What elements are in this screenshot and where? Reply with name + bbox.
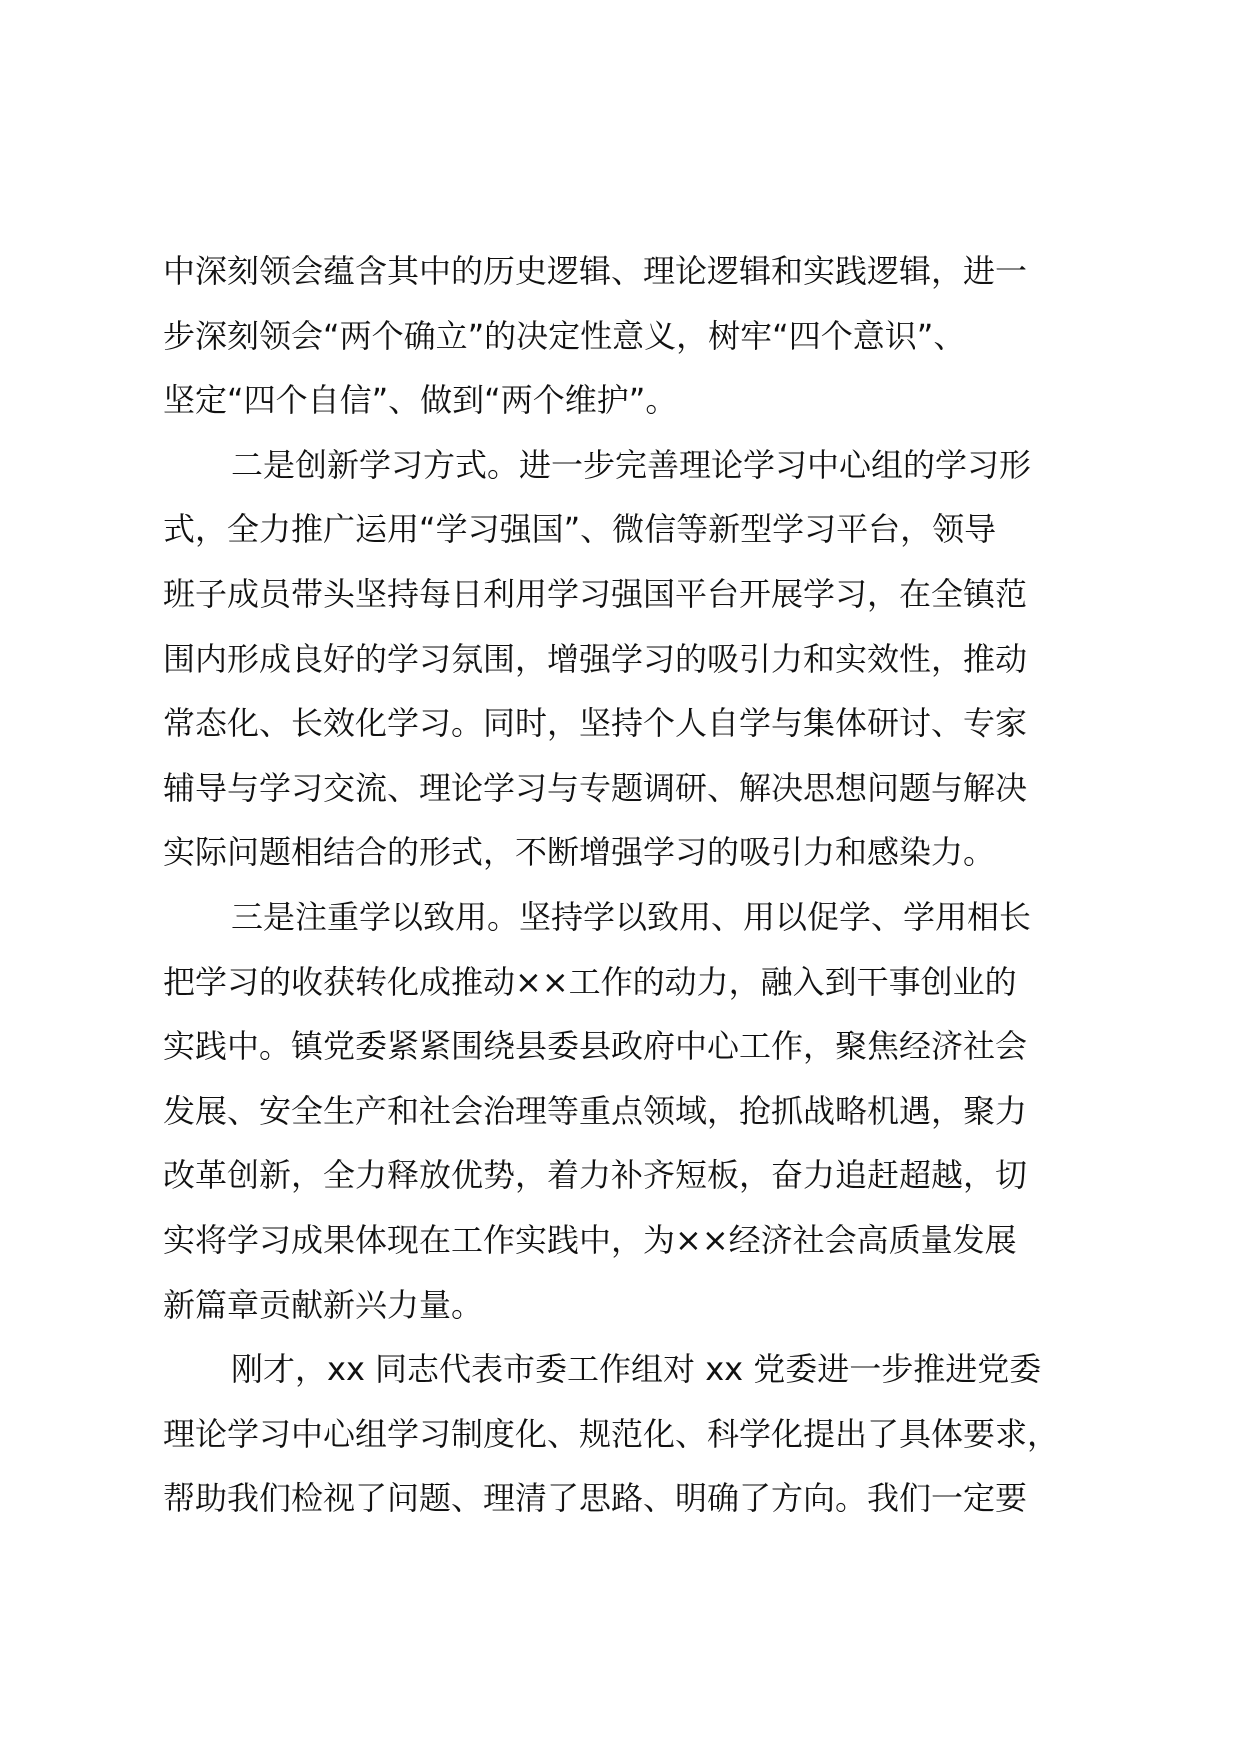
text-line: 式，全力推广运用“学习强国”、微信等新型学习平台，领导 — [163, 510, 997, 549]
text-line: 改革创新，全力释放优势，着力补齐短板，奋力追赶超越，切 — [163, 1156, 1028, 1195]
text-line: 发展、安全生产和社会治理等重点领域，抢抓战略机遇，聚力 — [163, 1091, 1028, 1130]
text-line: 坚定“四个自信”、做到“两个维护”。 — [163, 381, 678, 420]
text-line: 实际问题相结合的形式，不断增强学习的吸引力和感染力。 — [163, 833, 996, 872]
text-line: 中深刻领会蕴含其中的历史逻辑、理论逻辑和实践逻辑，进一 — [163, 252, 1028, 290]
paragraph-start-line: 二是创新学习方式。进一步完善理论学习中心组的学习形 — [231, 445, 1032, 484]
text-line: 帮助我们检视了问题、理清了思路、明确了方向。我们一定要 — [163, 1479, 1028, 1518]
text-line: 围内形成良好的学习氛围，增强学习的吸引力和实效性，推动 — [163, 639, 1028, 678]
text-line: 把学习的收获转化成推动××工作的动力，融入到干事创业的 — [163, 962, 1017, 1001]
text-line: 常态化、长效化学习。同时，坚持个人自学与集体研讨、专家 — [163, 704, 1028, 743]
paragraph-start-line: 三是注重学以致用。坚持学以致用、用以促学、学用相长 — [231, 897, 1032, 936]
text-line: 新篇章贡献新兴力量。 — [163, 1285, 484, 1324]
text-line: 辅导与学习交流、理论学习与专题调研、解决思想问题与解决 — [163, 768, 1028, 807]
text-line: 实践中。镇党委紧紧围绕县委县政府中心工作，聚焦经济社会 — [163, 1027, 1028, 1066]
paragraph-start-line: 刚才，xx 同志代表市委工作组对 xx 党委进一步推进党委 — [231, 1350, 1042, 1389]
text-line: 步深刻领会“两个确立”的决定性意义，树牢“四个意识”、 — [163, 316, 966, 355]
text-line: 实将学习成果体现在工作实践中，为××经济社会高质量发展 — [163, 1220, 1017, 1259]
text-line: 班子成员带头坚持每日利用学习强国平台开展学习，在全镇范 — [163, 574, 1028, 613]
document-body — [163, 239, 1093, 1531]
text-line: 理论学习中心组学习制度化、规范化、科学化提出了具体要求， — [163, 1414, 1060, 1453]
